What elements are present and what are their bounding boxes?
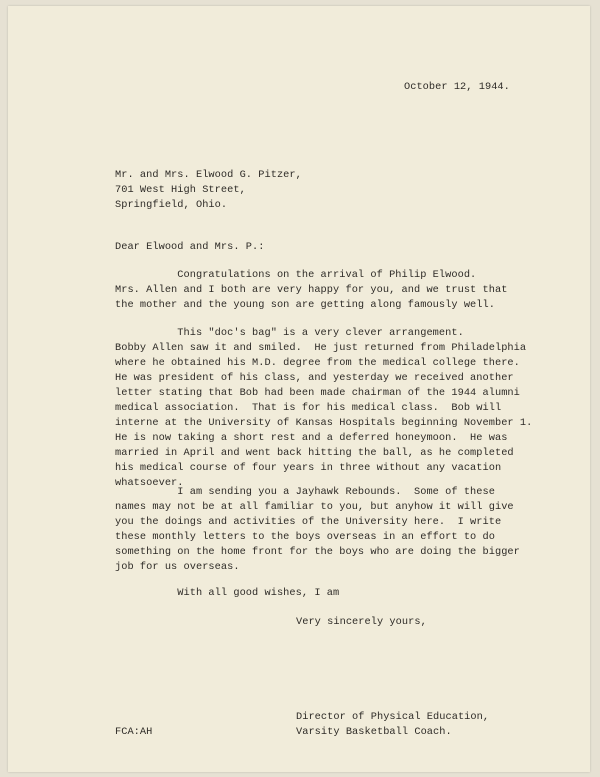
paragraph-line: job for us overseas. [115, 561, 240, 573]
paragraph-line: Bobby Allen saw it and smiled. He just returned from Philadelphia [115, 342, 527, 354]
paragraph-line: With all good wishes, I am [115, 587, 340, 599]
signature-title-line: Varsity Basketball Coach. [296, 726, 452, 738]
signature-title-line: Director of Physical Education, [296, 711, 490, 723]
recipient-street: 701 West High Street, [115, 184, 246, 196]
paragraph-line: his medical course of four years in three without any vacation [115, 462, 502, 474]
paragraph-line: where he obtained his M.D. degree from the medical college there. [115, 357, 520, 369]
paragraph-line: medical association. That is for his medical class. Bob will [115, 402, 502, 414]
paragraph-docs-bag [115, 326, 532, 491]
paragraph-line: the mother and the young son are getting along famously well. [115, 299, 495, 311]
recipient-city: Springfield, Ohio. [115, 199, 228, 211]
paragraph-line: He is now taking a short rest and a deferred honeymoon. He was [115, 432, 508, 444]
paragraph-line: letter stating that Bob had been made chairman of the 1944 alumni [115, 387, 520, 399]
recipient-address [115, 168, 302, 213]
paragraph-line: This "doc's bag" is a very clever arrangement. [115, 327, 464, 339]
paragraph-line: names may not be at all familiar to you, but anyhow it will give [115, 501, 514, 513]
paragraph-congratulations [115, 268, 507, 313]
paragraph-line: these monthly letters to the boys overseas in an effort to do [115, 531, 495, 543]
paragraph-good-wishes [115, 586, 339, 601]
paragraph-line: Congratulations on the arrival of Philip Elwood. [115, 269, 477, 281]
letter-date: October 12, 1944. [404, 81, 510, 93]
paragraph-line: I am sending you a Jayhawk Rebounds. Some of these [115, 486, 495, 498]
recipient-name: Mr. and Mrs. Elwood G. Pitzer, [115, 169, 302, 181]
paragraph-line: interne at the University of Kansas Hospitals beginning November 1. [115, 417, 533, 429]
paragraph-line: whatsoever. [115, 477, 184, 489]
salutation: Dear Elwood and Mrs. P.: [115, 241, 265, 253]
paragraph-line: you the doings and activities of the University here. I write [115, 516, 502, 528]
paragraph-line: Mrs. Allen and I both are very happy for you, and we trust that [115, 284, 508, 296]
signature-title [296, 710, 489, 740]
paragraph-line: He was president of his class, and yesterday we received another [115, 372, 514, 384]
closing: Very sincerely yours, [296, 616, 427, 628]
typist-initials: FCA:AH [115, 726, 153, 738]
paragraph-jayhawk-rebounds [115, 485, 520, 575]
paragraph-line: married in April and went back hitting the ball, as he completed [115, 447, 514, 459]
paragraph-line: something on the home front for the boys who are doing the bigger [115, 546, 520, 558]
letter-page [8, 6, 590, 772]
